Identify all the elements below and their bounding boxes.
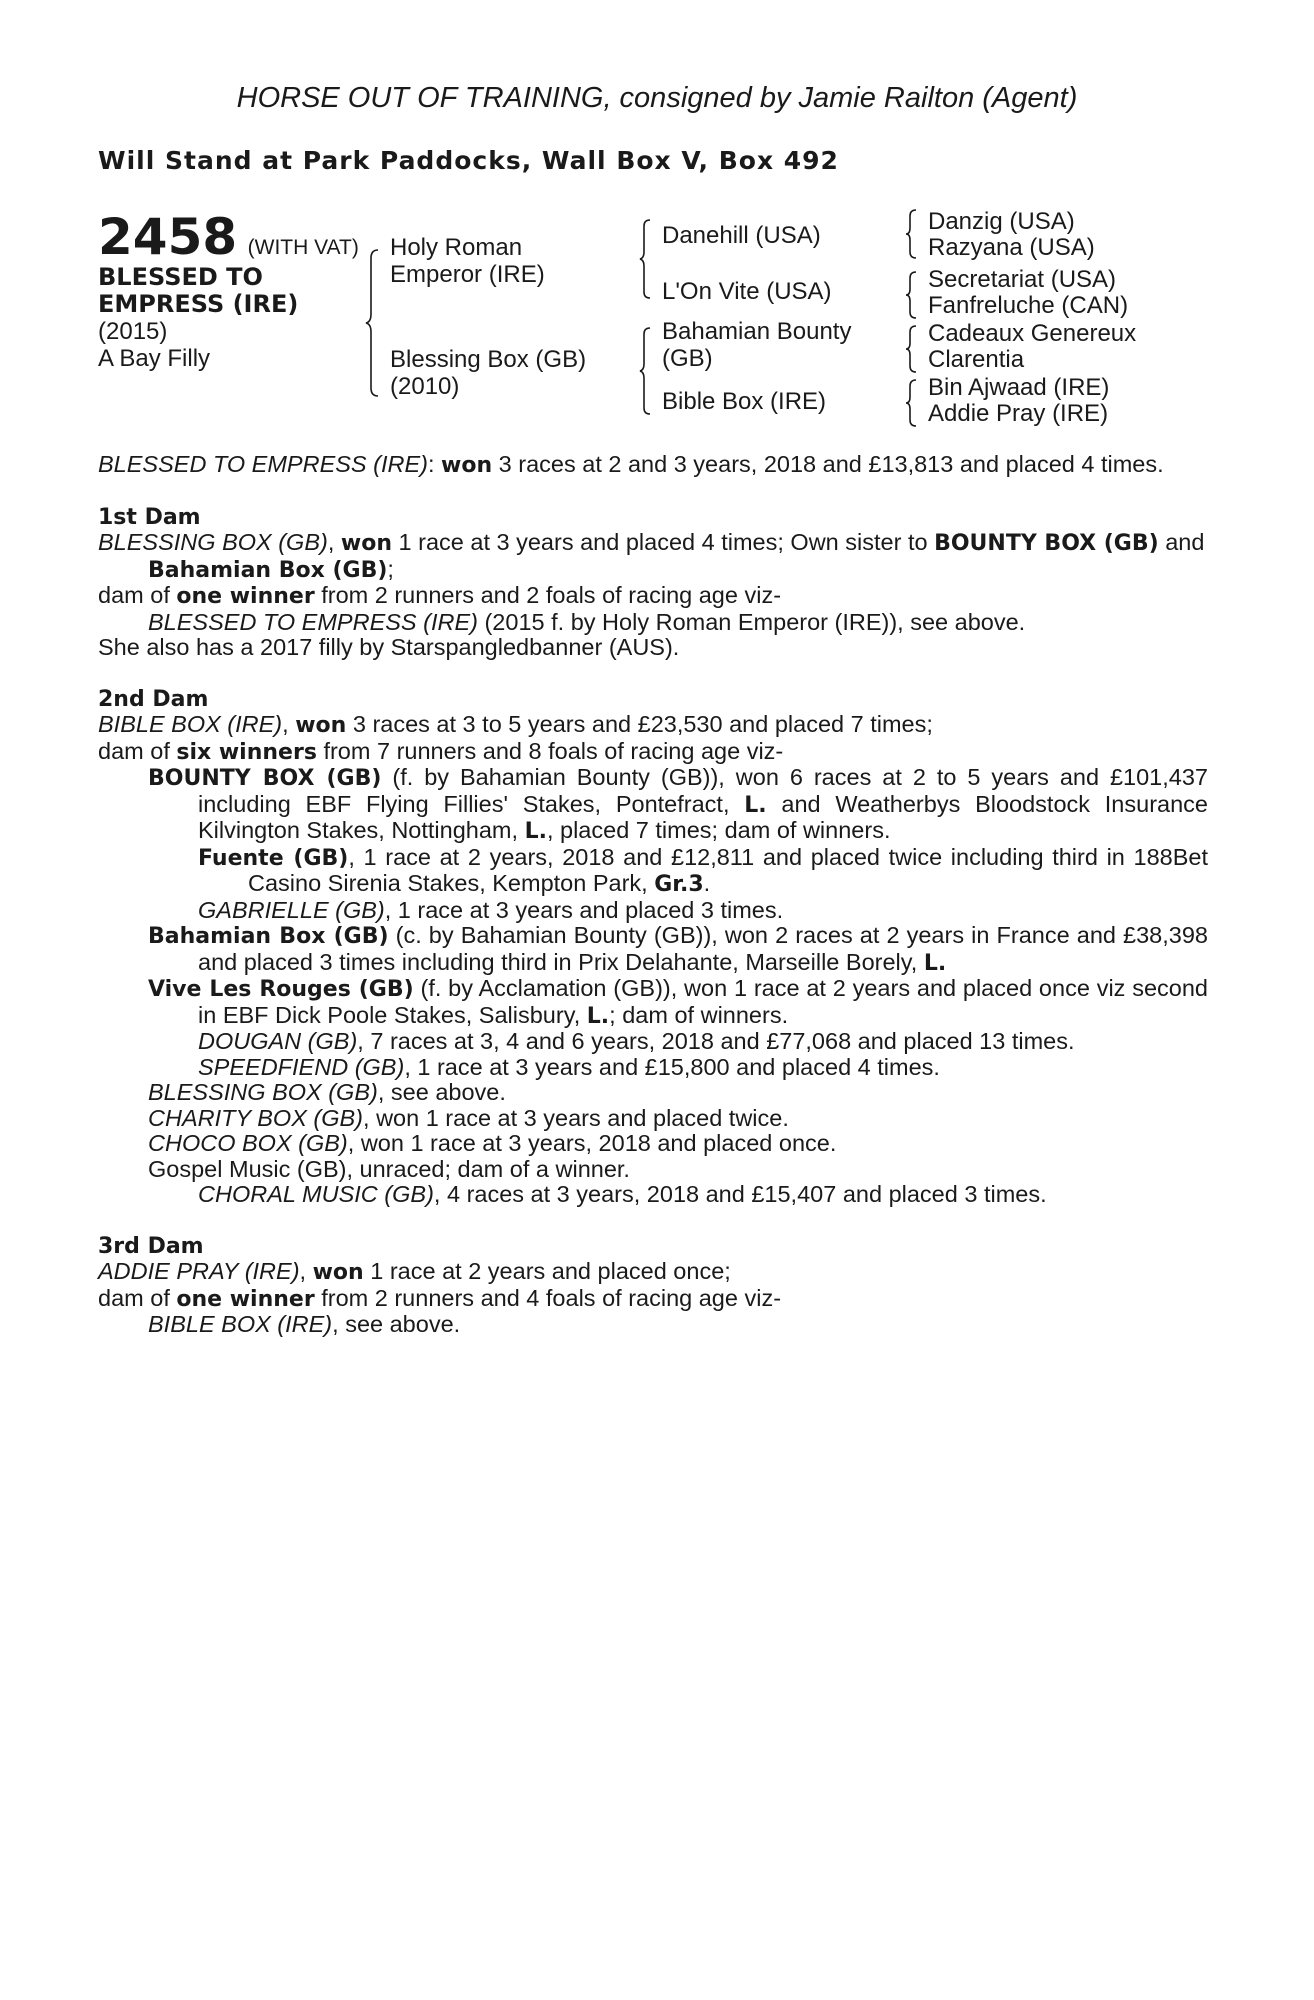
third-dam-record: ADDIE PRAY (IRE), won 1 race at 2 years and placed once; <box>98 1258 731 1285</box>
second-dam-produce-summary: dam of six winners from 7 runners and 8 foals of racing age viz- <box>98 737 784 765</box>
stand-location: Will Stand at Park Paddocks, Wall Box V, Box 492 <box>98 146 839 175</box>
first-dam-also: She also has a 2017 filly by Starspangledbanner (AUS). <box>98 634 680 660</box>
third-dam-produce: BIBLE BOX (IRE), see above. <box>148 1311 461 1337</box>
second-dam-record: BIBLE BOX (IRE), won 3 races at 3 to 5 years and £23,530 and placed 7 times; <box>98 711 933 738</box>
pedigree-sire: Holy Roman Emperor (IRE) <box>390 234 545 288</box>
produce-gabrielle: GABRIELLE (GB), 1 race at 3 years and placed 3 times. <box>198 896 784 923</box>
pedigree-g3: Secretariat (USA) <box>928 266 1117 293</box>
lot-number-line <box>98 208 359 266</box>
second-dam-heading: 2nd Dam <box>98 686 209 712</box>
third-dam-heading: 3rd Dam <box>98 1233 204 1259</box>
race-record <box>98 452 1208 1338</box>
first-dam-record: BLESSING BOX (GB), won 1 race at 3 years and placed 4 times; Own sister to BOUNTY BOX (GB) and Bahamian Box (GB); <box>98 529 1205 583</box>
first-dam-produce-summary: dam of one winner from 2 runners and 2 foals of racing age viz- <box>98 582 782 609</box>
third-dam-section <box>98 1234 1208 1338</box>
summary: BLESSED TO EMPRESS (IRE): won 3 races at 2 and 3 years, 2018 and £13,813 and placed 4 times. <box>98 451 1164 478</box>
horse-meta <box>98 318 210 372</box>
produce-choco-box: CHOCO BOX (GB), won 1 race at 3 years, 2018 and placed once. <box>148 1130 837 1156</box>
horse-description: A Bay Filly <box>98 345 211 372</box>
pedigree-g4: Fanfreluche (CAN) <box>928 292 1129 319</box>
first-dam-produce: BLESSED TO EMPRESS (IRE) (2015 f. by Holy Roman Emperor (IRE)), see above. <box>148 608 1026 635</box>
produce-bahamian-box: Bahamian Box (GB) (c. by Bahamian Bounty (GB)), won 2 races at 2 years in France and £38,398 and placed 3 times including third in Prix Delahante, Marseille Borely, L. <box>148 922 1208 976</box>
first-dam-heading: 1st Dam <box>98 504 201 530</box>
lot-number: 2458 <box>98 208 238 266</box>
pedigree-g5: Cadeaux Genereux <box>928 320 1137 347</box>
pedigree-g6: Clarentia <box>928 346 1025 373</box>
vat-label: (WITH VAT) <box>247 236 359 259</box>
pedigree-dam-dam: Bible Box (IRE) <box>662 388 827 415</box>
third-dam-produce-summary: dam of one winner from 2 runners and 4 foals of racing age viz- <box>98 1284 782 1312</box>
pedigree-g8: Addie Pray (IRE) <box>928 400 1109 427</box>
pedigree-dam: Blessing Box (GB) (2010) <box>390 346 587 400</box>
second-dam-section <box>98 687 1208 1208</box>
produce-speedfiend: SPEEDFIEND (GB), 1 race at 3 years and £15,800 and placed 4 times. <box>198 1053 940 1080</box>
pedigree-g7: Bin Ajwaad (IRE) <box>928 374 1110 401</box>
produce-bounty-box: BOUNTY BOX (GB) (f. by Bahamian Bounty (GB)), won 6 races at 2 to 5 years and £101,437 including EBF Flying Fillies' Stakes, Pontefract, L. and Weatherbys Bloodstock Insurance Kilvington Stakes, Nottingham, L., placed 7 times; dam of winners. <box>148 764 1208 844</box>
pedigree-bracket-dam <box>640 326 656 416</box>
horse-name: BLESSED TO EMPRESS (IRE) <box>98 263 299 318</box>
pedigree-sire-dam: L'On Vite (USA) <box>662 278 832 305</box>
produce-fuente: Fuente (GB), 1 race at 2 years, 2018 and £12,811 and placed twice including third in 188Bet Casino Sirenia Stakes, Kempton Park, Gr.3. <box>198 843 1208 897</box>
pedigree-bracket-main <box>366 248 386 398</box>
pedigree-bracket-g4 <box>906 378 922 428</box>
pedigree-dam-sire: Bahamian Bounty (GB) <box>662 318 852 372</box>
produce-choral-music: CHORAL MUSIC (GB), 4 races at 3 years, 2018 and £15,407 and placed 3 times. <box>198 1181 1047 1207</box>
produce-blessing-box: BLESSING BOX (GB), see above. <box>148 1079 506 1105</box>
pedigree-sire-sire: Danehill (USA) <box>662 222 821 249</box>
foaling-year: (2015) <box>98 318 168 345</box>
produce-gospel-music: Gospel Music (GB), unraced; dam of a winner. <box>148 1155 630 1182</box>
pedigree-bracket-g2 <box>906 270 922 320</box>
produce-vive-les-rouges: Vive Les Rouges (GB) (f. by Acclamation (GB)), won 1 race at 2 years and placed once viz second in EBF Dick Poole Stakes, Salisbury, L.; dam of winners. <box>148 975 1208 1029</box>
page-header: HORSE OUT OF TRAINING, consigned by Jamie Railton (Agent) <box>236 82 1078 114</box>
pedigree-g2: Razyana (USA) <box>928 234 1095 261</box>
produce-dougan: DOUGAN (GB), 7 races at 3, 4 and 6 years, 2018 and £77,068 and placed 13 times. <box>198 1028 1075 1054</box>
first-dam-section <box>98 505 1208 661</box>
produce-charity-box: CHARITY BOX (GB), won 1 race at 3 years and placed twice. <box>148 1104 789 1131</box>
pedigree-bracket-g3 <box>906 324 922 374</box>
pedigree-g1: Danzig (USA) <box>928 208 1075 235</box>
pedigree-bracket-sire <box>640 218 656 300</box>
pedigree-bracket-g1 <box>906 208 922 260</box>
